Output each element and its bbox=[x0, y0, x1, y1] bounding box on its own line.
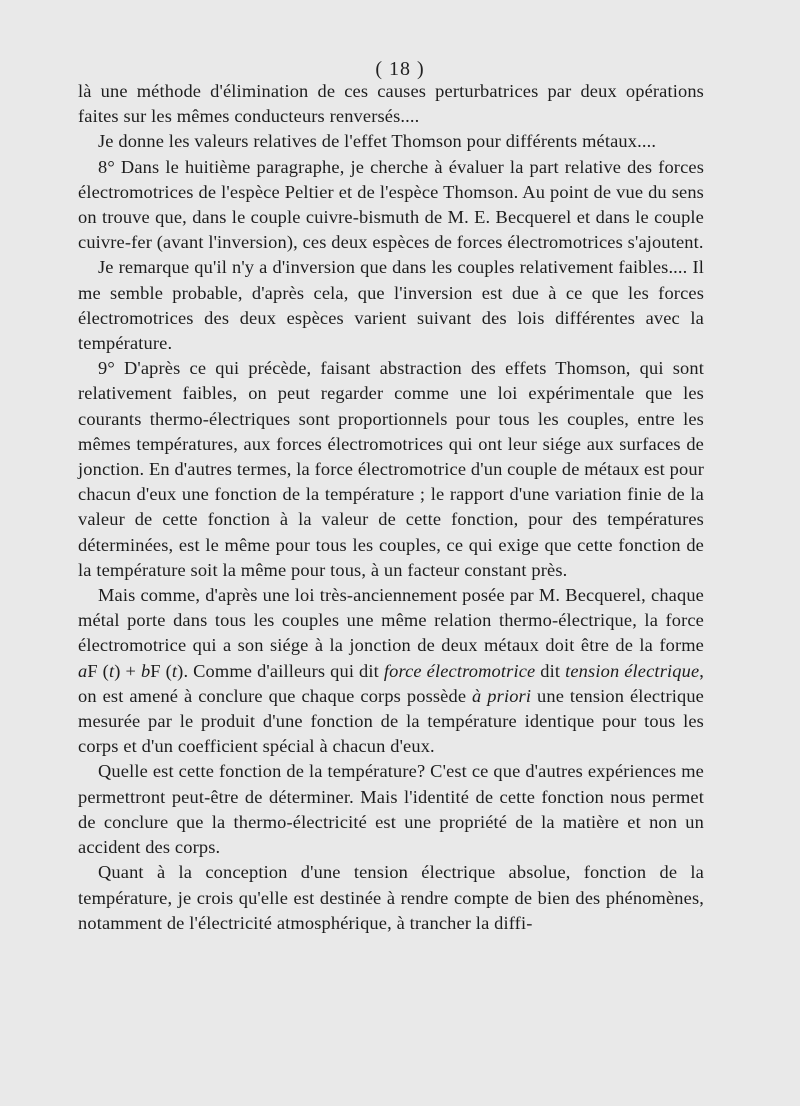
paragraph bbox=[78, 759, 704, 860]
paragraph bbox=[78, 79, 704, 129]
text-run: dit bbox=[535, 660, 566, 681]
text-run: une tension électrique mesurée par le produit d'une fonction de la température identique pour tous les corps et d'un coefficient spécial à chacun d'eux. bbox=[78, 685, 704, 757]
text-run: là une méthode d'élimination de ces causes perturbatrices par deux opérations faites sur les mêmes conducteurs renversés.... bbox=[78, 81, 704, 127]
italic-text: a bbox=[78, 660, 88, 681]
italic-text: à priori bbox=[472, 685, 532, 706]
italic-text: tension électrique bbox=[565, 660, 700, 681]
text-run: ) + bbox=[114, 660, 141, 681]
text-run: Quelle est cette fonction de la température? C'est ce que d'autres expériences me permettront peut-être de déterminer. Mais l'identité de cette fonction nous permet de conclure que la thermo-électricité est une propriété de la matière et non un accident des corps. bbox=[78, 761, 704, 858]
paragraph bbox=[78, 129, 704, 154]
text-run: Quant à la conception d'une tension électrique absolue, fonction de la température, je crois qu'elle est destinée à rendre compte de bien des phénomènes, notamment de l'électricité atmosphérique, à trancher la diffi- bbox=[78, 862, 704, 933]
text-run: ). Comme d'ailleurs qui dit bbox=[177, 660, 384, 681]
paragraph bbox=[78, 860, 704, 936]
text-run: Mais comme, d'après une loi très-anciennement posée par M. Becquerel, chaque métal porte dans tous les couples une même relation thermo-électrique, la force électromotrice qui a son siége à la jonction de deux métaux doit être de la forme bbox=[78, 585, 704, 656]
italic-text: force électromotrice bbox=[383, 660, 536, 681]
paragraph bbox=[78, 356, 704, 583]
paragraph bbox=[78, 155, 704, 256]
text-run: F ( bbox=[87, 660, 109, 681]
text-run: Je donne les valeurs relatives de l'effet Thomson pour différents métaux.... bbox=[98, 131, 657, 152]
body-text bbox=[78, 79, 704, 936]
italic-text: t bbox=[171, 660, 178, 681]
paragraph bbox=[78, 583, 704, 759]
page-number: ( 18 ) bbox=[375, 58, 425, 80]
text-run: Je remarque qu'il n'y a d'inversion que dans les couples relativement faibles.... Il me semble probable, d'après cela, que l'inversion est due à ce que les forces électromotrices des deux espèces varient suivant des lois différentes avec la température. bbox=[78, 257, 704, 354]
text-run: 9° D'après ce qui précède, faisant abstraction des effets Thomson, qui sont relativement faibles, on peut regarder comme une loi expérimentale que les courants thermo-électriques sont proportionnels pour tous les couples, entre les mêmes températures, aux forces électromotrices qui ont leur siége aux surfaces de jonction. En d'autres termes, la force électromotrice d'un couple de métaux est pour chacun d'eux une fonction de la température ; le rapport d'une variation finie de la valeur de cette fonction à la valeur de cette fonction, pour des températures déterminées, est le même pour tous les couples, ce qui exige que cette fonction de la température soit la même pour tous, à un facteur constant près. bbox=[78, 358, 704, 580]
text-run: , on est amené à conclure que chaque corps possède bbox=[78, 660, 705, 706]
paragraph bbox=[78, 255, 704, 356]
italic-text: b bbox=[140, 660, 151, 681]
text-run: F ( bbox=[150, 660, 172, 681]
italic-text: t bbox=[108, 660, 115, 681]
text-run: 8° Dans le huitième paragraphe, je cherche à évaluer la part relative des forces électromotrices de l'espèce Peltier et de l'espèce Thomson. Au point de vue du sens on trouve que, dans le couple cuivre-bismuth de M. E. Becquerel et dans le couple cuivre-fer (avant l'inversion), ces deux espèces de forces électromotrices s'ajoutent. bbox=[78, 156, 704, 253]
